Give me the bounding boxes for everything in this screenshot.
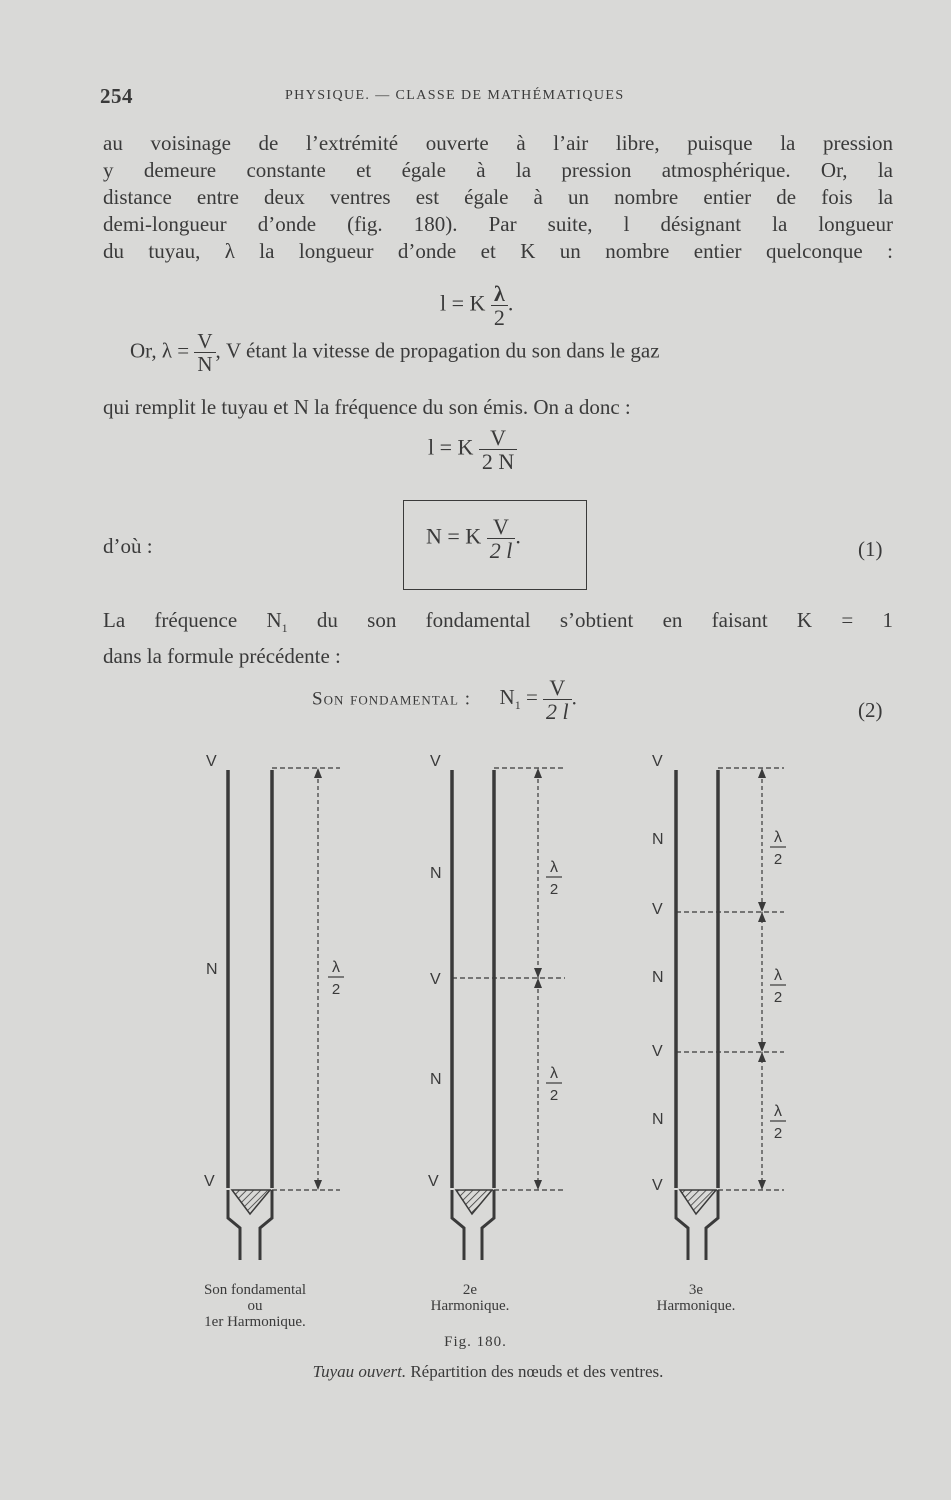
figure-180 <box>180 740 820 1280</box>
caption-line: Son fondamental <box>203 1282 307 1298</box>
eq1-denominator: 2 <box>491 305 508 329</box>
page-header <box>100 84 895 108</box>
eq3-prefix: d’où : <box>103 534 153 558</box>
equation-3 <box>426 515 521 562</box>
eq4-denominator: 2 l <box>543 699 572 723</box>
eq4-period: . <box>571 685 577 710</box>
eq4-n: N <box>499 685 515 710</box>
label-noeud: N <box>430 865 442 882</box>
label-half: 2 <box>549 1087 559 1104</box>
pipe-third-harmonic <box>652 753 786 1260</box>
text-line: au voisinage de l’extrémité ouverte à l’air libre, puisque la pression <box>103 131 893 155</box>
eq2-denominator: 2 N <box>479 449 517 473</box>
caption-line: 1er Harmonique. <box>204 1314 306 1330</box>
page-number: 254 <box>100 84 133 108</box>
eq3-period: . <box>515 523 521 549</box>
caption-pipe-3 <box>626 1282 766 1314</box>
para2-numerator: V <box>197 329 213 353</box>
para2-denominator: N <box>194 352 215 375</box>
paragraph-3 <box>103 606 893 670</box>
equation-number-2: (2) <box>858 698 883 722</box>
label-ventre: V <box>430 971 441 988</box>
label-ventre: V <box>652 1177 663 1194</box>
caption-pipe-1 <box>170 1282 340 1330</box>
eq2-numerator: V <box>490 425 507 450</box>
label-lambda: λ <box>774 829 782 846</box>
label-noeud: N <box>430 1071 442 1088</box>
text-line: du tuyau, λ la longueur d’onde et K un nombre entier quelconque : <box>103 239 893 263</box>
para3-end: du son fondamental s’obtient en faisant K = 1 <box>287 608 893 632</box>
caption-line: Harmonique. <box>656 1298 736 1314</box>
equation-number-1: (1) <box>858 537 883 561</box>
label-half: 2 <box>773 851 783 868</box>
label-noeud: N <box>652 969 664 986</box>
caption-line: Harmonique. <box>430 1298 510 1314</box>
para3-start: La fréquence N <box>103 608 282 632</box>
eq4-fraction <box>543 676 572 723</box>
caption-line: 3e <box>688 1282 704 1298</box>
label-noeud: N <box>652 1111 664 1128</box>
text-line: demi-longueur d’onde (fig. 180). Par suite, l désignant la longueur <box>103 212 893 236</box>
text-line: distance entre deux ventres est égale à un nombre entier de fois la <box>103 185 893 209</box>
paragraph-1 <box>103 130 893 265</box>
equation-4 <box>312 676 577 723</box>
eq4-numerator: V <box>549 675 566 700</box>
eq1-numerator: λ <box>494 281 505 306</box>
caption-pipe-2 <box>400 1282 540 1314</box>
text-line: y demeure constante et égale à la pression atmosphérique. Or, la <box>103 158 893 182</box>
label-noeud: N <box>652 831 664 848</box>
eq4-subscript: 1 <box>514 698 521 713</box>
text-line <box>103 606 893 642</box>
label-half: 2 <box>773 989 783 1006</box>
running-title: PHYSIQUE. — CLASSE DE MATHÉMATIQUES <box>285 88 625 103</box>
label-lambda: λ <box>550 859 558 876</box>
eq2-lhs: l = K <box>428 434 474 460</box>
paragraph-2-line-2 <box>103 394 893 421</box>
figure-caption-italic: Tuyau ouvert. <box>312 1362 407 1381</box>
para3-subscript: 1 <box>281 621 288 636</box>
eq4-lhs <box>499 685 544 713</box>
eq1-lhs: l = K <box>440 290 486 316</box>
label-ventre: V <box>652 753 663 770</box>
pipe-fundamental <box>204 753 344 1260</box>
label-half: 2 <box>549 881 559 898</box>
eq3-fraction <box>487 515 516 562</box>
label-lambda: λ <box>774 1103 782 1120</box>
eq3-numerator: V <box>493 514 509 539</box>
para2-fraction <box>194 330 215 375</box>
para2-rest: , V étant la vitesse de propagation du son dans le gaz <box>215 338 660 363</box>
label-ventre: V <box>652 901 663 918</box>
caption-line: 2e <box>462 1282 478 1298</box>
para2-start: Or, λ = <box>130 338 190 363</box>
eq4-equals: = <box>520 685 544 710</box>
label-ventre: V <box>428 1173 439 1190</box>
label-noeud: N <box>206 961 218 978</box>
equation-1 <box>440 282 513 329</box>
pipe-second-harmonic <box>428 753 565 1260</box>
paragraph-2-line-1 <box>130 330 660 375</box>
caption-line: ou <box>247 1298 263 1314</box>
label-ventre: V <box>430 753 441 770</box>
label-lambda: λ <box>774 967 782 984</box>
eq3-denominator: 2 l <box>487 538 516 562</box>
figure-label: Fig. 180. <box>444 1334 507 1350</box>
label-half: 2 <box>331 981 341 998</box>
label-ventre: V <box>652 1043 663 1060</box>
eq2-fraction <box>479 426 517 473</box>
label-half: 2 <box>773 1125 783 1142</box>
figure-caption <box>0 1362 951 1382</box>
label-lambda: λ <box>550 1065 558 1082</box>
eq4-label: Son fondamental : <box>312 688 472 710</box>
text-line: qui remplit le tuyau et N la fréquence du son émis. On a donc : <box>103 395 631 419</box>
eq1-fraction <box>491 282 508 329</box>
label-ventre: V <box>204 1173 215 1190</box>
eq1-period: . <box>507 290 514 316</box>
eq3-lhs: N = K <box>426 523 482 549</box>
text-line: dans la formule précédente : <box>103 644 341 669</box>
figure-caption-text: Répartition des nœuds et des ventres. <box>406 1362 664 1381</box>
equation-2 <box>428 426 517 473</box>
label-lambda: λ <box>332 959 340 976</box>
label-ventre: V <box>206 753 217 770</box>
